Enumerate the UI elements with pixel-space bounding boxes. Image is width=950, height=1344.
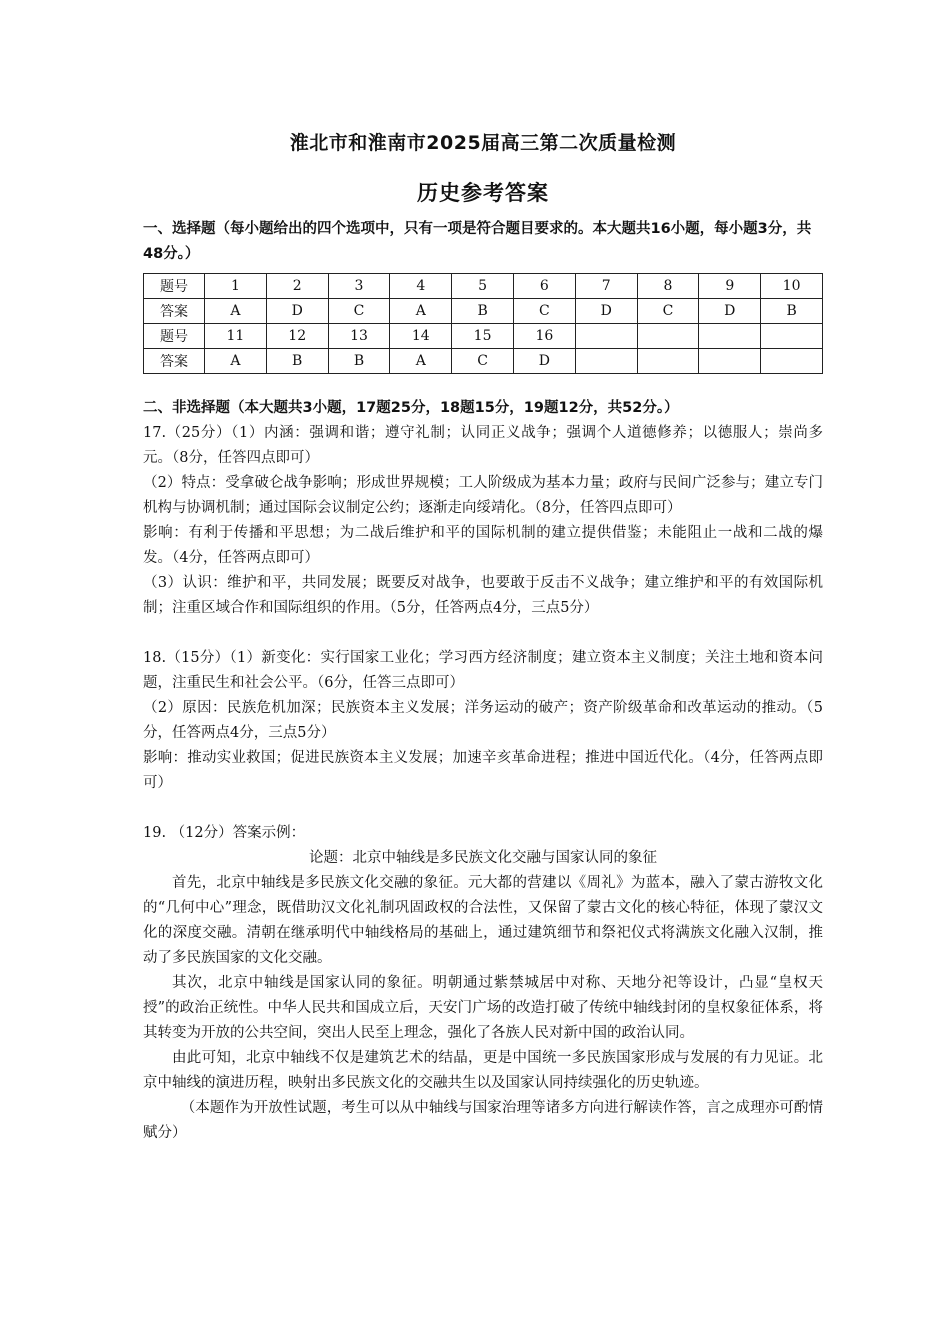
table-cell: 14 <box>390 324 452 349</box>
table-cell <box>637 349 699 374</box>
table-cell: B <box>761 299 823 324</box>
table-cell <box>575 349 637 374</box>
q17-part3: （3）认识：维护和平，共同发展；既要反对战争，也要敢于反击不义战争；建立维护和平的有效国际机制；注重区域合作和国际组织的作用。（5分，任答两点4分，三点5分） <box>143 575 823 616</box>
question-19 <box>143 821 823 1146</box>
table-row <box>144 349 823 374</box>
table-cell <box>761 324 823 349</box>
q17-part1: 17.（25分）（1）内涵：强调和谐；遵守礼制；认同正义战争；强调个人道德修养；以德服人；崇尚多元。（8分，任答四点即可） <box>143 425 823 466</box>
table-cell: 15 <box>452 324 514 349</box>
table-cell: C <box>328 299 390 324</box>
table-cell: B <box>266 349 328 374</box>
question-18 <box>143 646 823 796</box>
table-cell: 12 <box>266 324 328 349</box>
row-label: 题号 <box>144 274 205 299</box>
table-cell: D <box>575 299 637 324</box>
q19-paragraph-2: 其次，北京中轴线是国家认同的象征。明朝通过紫禁城居中对称、天地分祀等设计，凸显“皇权天授”的政治正统性。中华人民共和国成立后，天安门广场的改造打破了传统中轴线封闭的皇权象征体系，将其转变为开放的公共空间，突出人民至上理念，强化了各族人民对新中国的政治认同。 <box>143 975 823 1041</box>
table-cell <box>699 324 761 349</box>
table-cell: 10 <box>761 274 823 299</box>
row-label: 答案 <box>144 299 205 324</box>
table-cell: A <box>205 349 267 374</box>
table-cell: B <box>452 299 514 324</box>
table-cell: 6 <box>513 274 575 299</box>
table-cell <box>699 349 761 374</box>
section1-heading: 一、选择题（每小题给出的四个选项中，只有一项是符合题目要求的。本大题共16小题，每小题3分，共48分。） <box>143 221 812 262</box>
q17-part2: （2）特点：受拿破仑战争影响；形成世界规模；工人阶级成为基本力量；政府与民间广泛参与；建立专门机构与协调机制；通过国际会议制定公约；逐渐走向绥靖化。（8分，任答四点即可） <box>143 475 823 516</box>
table-cell: A <box>390 349 452 374</box>
table-cell: 7 <box>575 274 637 299</box>
table-cell: D <box>513 349 575 374</box>
table-cell: 8 <box>637 274 699 299</box>
answer-sheet <box>143 120 823 1146</box>
q19-paragraph-3: 由此可知，北京中轴线不仅是建筑艺术的结晶，更是中国统一多民族国家形成与发展的有力见证。北京中轴线的演进历程，映射出多民族文化的交融共生以及国家认同持续强化的历史轨迹。 <box>143 1050 823 1091</box>
table-cell: 9 <box>699 274 761 299</box>
q18-impact: 影响：推动实业救国；促进民族资本主义发展；加速辛亥革命进程；推进中国近代化。（4分，任答两点即可） <box>143 750 823 791</box>
question-17 <box>143 421 823 621</box>
q19-header: 19. （12分）答案示例： <box>143 825 306 841</box>
table-cell: C <box>452 349 514 374</box>
table-cell <box>637 324 699 349</box>
row-label: 答案 <box>144 349 205 374</box>
table-cell: A <box>390 299 452 324</box>
table-row <box>144 299 823 324</box>
answer-table <box>143 273 823 374</box>
table-cell: C <box>637 299 699 324</box>
table-row <box>144 274 823 299</box>
row-label: 题号 <box>144 324 205 349</box>
table-cell: D <box>266 299 328 324</box>
table-cell <box>575 324 637 349</box>
table-cell: D <box>699 299 761 324</box>
table-cell: 16 <box>513 324 575 349</box>
table-row <box>144 324 823 349</box>
page-subtitle: 历史参考答案 <box>417 181 549 205</box>
table-cell <box>761 349 823 374</box>
table-cell: 2 <box>266 274 328 299</box>
table-cell: 1 <box>205 274 267 299</box>
table-cell: 5 <box>452 274 514 299</box>
q18-part1: 18.（15分）（1）新变化：实行国家工业化；学习西方经济制度；建立资本主义制度；关注土地和资本问题，注重民生和社会公平。（6分，任答三点即可） <box>143 650 823 691</box>
table-cell: A <box>205 299 267 324</box>
page-title: 淮北市和淮南市2025届高三第二次质量检测 <box>289 132 677 154</box>
section2-heading: 二、非选择题（本大题共3小题，17题25分，18题15分，19题12分，共52分。） <box>143 400 679 416</box>
table-cell: 3 <box>328 274 390 299</box>
table-cell: 11 <box>205 324 267 349</box>
table-cell: 4 <box>390 274 452 299</box>
q19-note: （本题作为开放性试题，考生可以从中轴线与国家治理等诸多方向进行解读作答，言之成理亦可酌情赋分） <box>143 1100 823 1141</box>
q18-part2: （2）原因：民族危机加深；民族资本主义发展；洋务运动的破产；资产阶级革命和改革运动的推动。（5分，任答两点4分，三点5分） <box>143 700 823 741</box>
table-cell: 13 <box>328 324 390 349</box>
q19-paragraph-1: 首先，北京中轴线是多民族文化交融的象征。元大都的营建以《周礼》为蓝本，融入了蒙古游牧文化的“几何中心”理念，既借助汉文化礼制巩固政权的合法性，又保留了蒙古文化的核心特征，体现了蒙汉文化的深度交融。清朝在继承明代中轴线格局的基础上，通过建筑细节和祭祀仪式将满族文化融入汉制，推动了多民族国家的文化交融。 <box>143 875 823 966</box>
table-cell: B <box>328 349 390 374</box>
table-cell: C <box>513 299 575 324</box>
q19-thesis: 论题：北京中轴线是多民族文化交融与国家认同的象征 <box>309 850 657 866</box>
q17-impact: 影响：有利于传播和平思想；为二战后维护和平的国际机制的建立提供借鉴；未能阻止一战和二战的爆发。（4分，任答两点即可） <box>143 525 823 566</box>
